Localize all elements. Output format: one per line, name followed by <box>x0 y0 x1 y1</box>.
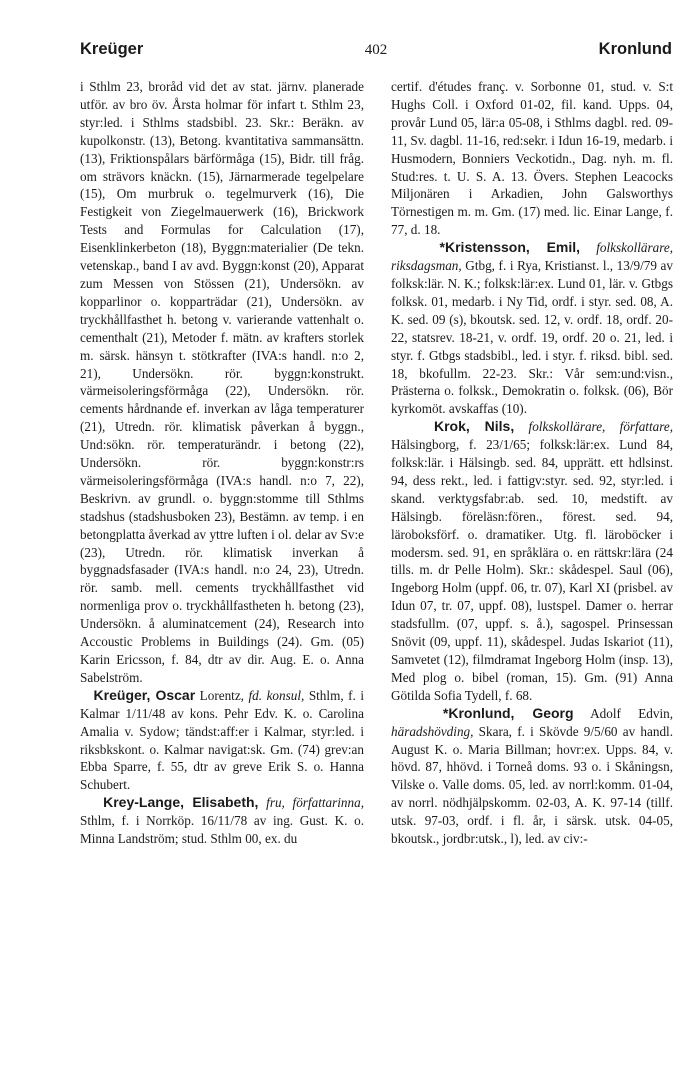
entry-name: Krey-Lange, Elisabeth, <box>103 794 259 811</box>
entry-text: Sthlm, f. i Kalmar 1/11/48 av kons. Pehr Edv. K. o. Carolina Amalia v. Sydow; tändst:aff:er i Kalmar, styr:led. i riksbkskont. o. Kalmar navigat:sk. Gm. (74) grev:an Ebba Sparre, f. 55, dtr av greve Erik S. o. Hanna Schubert. <box>80 687 364 793</box>
page-number: 402 <box>364 42 388 58</box>
entry-name: Kreüger, Oscar <box>93 686 196 703</box>
entry-name: *Kronlund, Georg <box>442 704 574 721</box>
entry-kronlund <box>391 705 673 848</box>
header-left-guideword: Kreüger <box>80 40 144 58</box>
entry-text: Hälsingborg, f. 23/1/65; folksk:lär:ex. Lund 84, folksk:lär. i Hälsingb. sed. 84, upprätt. ett hdlsinst. 94, dess rekt., led. i fattigv:styr. sed. 92, styr:led. i skand. verktygsfabr:ab. sed. 10, medstift. av Hälsingb. föreläsn:fören., förest. sed. 94, läroboksförf. o. dramatiker. Utg. fl. läroböcker i modersm. sed. 91, en språklära o. en rättskr:lära (24 tills. m. dr Pelle Holm). Skr.: skådespel. Saul (06), Ingeborg Holm (uppf. 06, tr. 07), Karl XI (prisbel. av Idun 07, tr. 07, uppf. 08), lustspel. Damer o. herrar stadsfullm. (07, uppf. s. å.), sagospel. Prinsessan Snövit (09, uppf. 11), skådespel. Judas Iskariot (11), Samvetet (12), filmdramat Ingeborg Holm (insp. 13), Med plog o. bibel (roman, 15). Gm. (91) Anna Götilda Sofia Tydell, f. 68. <box>391 437 673 703</box>
entry-given-names: Lorentz, <box>199 687 244 703</box>
entry-krey-lange <box>80 794 364 848</box>
page-header <box>80 40 672 64</box>
entry-text: Sthlm, f. i Norrköp. 16/11/78 av ing. Gust. K. o. Minna Landström; stud. Sthlm 00, ex. du <box>80 813 364 847</box>
left-column <box>80 78 364 848</box>
entry-krok <box>391 418 673 705</box>
entry-given-names: Adolf Edvin, <box>590 705 673 721</box>
entry-text: Gtbg, f. i Rya, Kristianst. l., 13/9/79 av folksk:lär. N. K.; folksk:lär:ex. Lund 01, lär. v. Gtbgs folksk. 01, medarb. i Ny Tid, ordf. i styr. sed. 08, A. K. sed. 09 (s), bkoutsk. sed. 12, v. ordf. 18, ordf. 20-22, statsrev. 18-21, v. ordf. 19, ordf. 20 o. 21, led. i styr. f. Gtbgs stadsbibl., led. i styr. f. riksd. bibl. sed. 18, bkofullm. 22-23. Skr.: Vår sem:und:visn., Prästerna o. folksk., Demokratin o. folksk. (06), Bör kyrkomöt. avskaffas (10). <box>391 258 673 417</box>
entry-text: Skara, f. i Skövde 9/5/60 av handl. August K. o. Maria Billman; hovr:ex. Upps. 84, v. hövd. 87, hhövd. i Torneå doms. 93 o. i Skåningsn, Vilske o. Valle doms. 05, led. av norrl:komm. 01-04, av norrl. nödhjälpskomm. 02-03, A. K. 97-14 (tillf. utsk. 97-03, ordf. i fl. år, i särsk. utsk. 04-05, bkoutsk., jordbr:utsk., l), led. av civ:- <box>391 723 673 847</box>
entry-name: Krok, Nils, <box>433 418 515 435</box>
entry-occupation: häradshövding, <box>391 723 474 739</box>
entry-occupation: fd. konsul, <box>248 687 305 703</box>
entry-kristensson <box>391 239 673 418</box>
entry-occupation: folkskollärare, författare, <box>528 419 673 435</box>
entry-kreuger-oscar <box>80 687 364 794</box>
entry-occupation: folkskollärare, riksdagsman, <box>391 240 673 274</box>
header-right-guideword: Kronlund <box>598 40 672 58</box>
right-column <box>391 78 673 848</box>
entry-occupation: fru, författarinna, <box>266 795 364 811</box>
continuation-text: certif. d'études franç. v. Sorbonne 01, stud. v. S:t Hughs Coll. i Oxford 01-02, fil. kand. Upps. 04, provår Lund 05, lär:a 05-08, i Sthlms dagbl. red. 09-11, Sv. dagbl. 11-16, red:sekr. i Idun 16-19, medarb. i Husmodern, Bonniers Veckotidn., Dag. nyh. m. fl. Stud:res. t. U. S. A. 13. Övers. Stephen Leacocks Miljonären i Arkadien, John Galsworthys Törnestigen m. m. Gm. (17) med. lic. Einar Lange, f. 77, d. 18. <box>391 79 673 238</box>
continuation-text: i Sthlm 23, broråd vid det av stat. järnv. planerade utför. av bro öv. Årsta holmar för infart t. Sthlm 23, styr:led. i Sthlms stadsbibl. 23. Skr.: Beräkn. av kupolkonstr. (13), Betong. kvantitativa sammansättn. (13), Friktionspålars bärförmåga (15), Bidr. till fråg. om strävors knäckn. (15), Järnarmerade tegelpelare (15), Om murbruk o. tegelmurverk (16), Die Festigkeit von Ziegelmauerwerk (16), Brickwork Tests and Formulas for Calculation (17), Eisenklinkerbeton (18), Byggn:materialier (De tekn. vetenskap., band I av avd. Byggn:konst (20), Apparat zum Messen von Stössen (21), Undersökn. av kopparlinor o. kopparträdar (21), Undersökn. av tryckhållfasthet h. betong v. varierande vattenhalt o. cementhalt (21), Metoder f. mätn. av krafters storlek m. särsk. hänsyn t. stötkrafter (IVA:s handl. n:o 2, 21), Undersökn. rör. byggn:konstrukt. värmeisoleringsförmåga (22), Undersökn. rör. cements hårdnande ef. inverkan av låga temperaturer (21), Utredn. rör. klimatisk påverkan å byggn., Und:sökn. rör. temperaturändr. i betong (22), Undersökn. rör. byggn:konstr:rs värmeisoleringsförmåga (IVA:s handl. n:o 7, 22), Beskrivn. av grundl. o. byggn:stomme till Sthlms stadshus (stadshusboken 23), Bestämn. av temp. i en betongplatta åverkad av yttre luften i ol. delar av Sv:e (23), Utredn. rör. klimatisk inverkan å byggnadsfasader (IVA:s handl. n:o 24, 23), Utredn. rör. samb. mell. cements tryckhållfasthet vid normenliga prov o. tryckhållfastheten h. betong (23), Undersökn. å aluminatcement (24), Research into Accoustic Problems in Buildings (24). Gm. (05) Karin Ericsson, f. 84, dtr av dir. Aug. E. o. Anna Sabelström. <box>80 79 364 685</box>
entry-name: *Kristensson, Emil, <box>439 239 581 256</box>
